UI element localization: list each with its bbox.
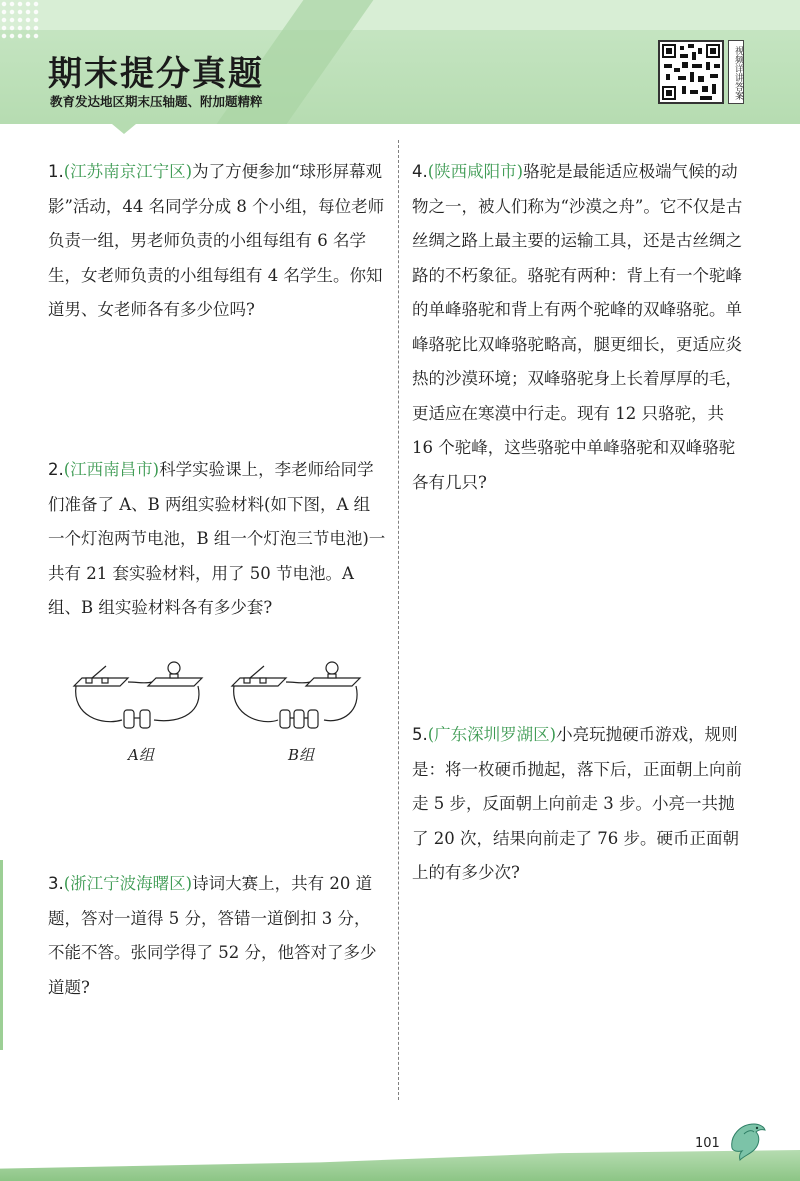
- page-header: [0, 0, 800, 124]
- header-pointer-decor: [112, 124, 136, 134]
- problem-region: (陕西咸阳市): [427, 162, 524, 181]
- problem-4: [412, 155, 750, 500]
- problem-text: 为了方便参加“球形屏幕观影”活动，44 名同学分成 8 个小组，每位老师负责一组，男老师负责的小组每组有 6 名学生，女老师负责的小组每组有 4 名学生。你知道男、女老师各有多少位吗?: [48, 162, 385, 319]
- problem-text: 诗词大赛上，共有 20 道题，答对一道得 5 分，答错一道倒扣 3 分，不能不答。张同学得了 52 分，他答对了多少道题?: [48, 874, 377, 997]
- problem-5: [412, 718, 750, 891]
- figure-label-a: A组: [128, 746, 154, 764]
- qr-code-icon[interactable]: [658, 40, 724, 104]
- page-number: 101: [695, 1136, 720, 1151]
- circuit-figure: [62, 656, 382, 768]
- problem-region: (江西南昌市): [63, 460, 160, 479]
- problem-2: [48, 453, 386, 626]
- problem-1: [48, 155, 386, 328]
- left-edge-decor: [0, 860, 3, 1050]
- problem-number: 4.: [412, 162, 428, 181]
- header-top-band: [0, 0, 800, 30]
- problem-text: 骆驼是最能适应极端气候的动物之一，被人们称为“沙漠之舟”。它不仅是古丝绸之路上最主要的运输工具，还是古丝绸之路的不朽象征。骆驼有两种：背上有一个驼峰的单峰骆驼和背上有两个驼峰的双峰骆驼。单峰骆驼比双峰骆驼略高，腿更细长，更适应炎热的沙漠环境；双峰骆驼身上长着厚厚的毛，更适应在寒漠中行走。现有 12 只骆驼，共 16 个驼峰，这些骆驼中单峰骆驼和双峰骆驼各有几只?: [412, 162, 743, 492]
- problem-number: 2.: [48, 460, 64, 479]
- column-divider: [398, 140, 399, 1100]
- figure-label-b: B组: [288, 746, 315, 764]
- page-subtitle: 教育发达地区期末压轴题、附加题精粹: [50, 94, 263, 109]
- qr-caption: 视频详讲答案: [728, 40, 744, 104]
- problem-3: [48, 867, 386, 1005]
- problem-region: (浙江宁波海曙区): [63, 874, 193, 893]
- problem-text: 小亮玩抛硬币游戏，规则是：将一枚硬币抛起，落下后，正面朝上向前走 5 步，反面朝上向前走 3 步。小亮一共抛了 20 次，结果向前走了 76 步。硬币正面朝上的有多少次?: [412, 725, 742, 882]
- problem-number: 5.: [412, 725, 428, 744]
- problem-number: 1.: [48, 162, 64, 181]
- problem-number: 3.: [48, 874, 64, 893]
- page-footer-band: [0, 1150, 800, 1181]
- dolphin-icon: [724, 1118, 768, 1164]
- page-title: 期末提分真题: [48, 54, 264, 94]
- problem-region: (江苏南京江宁区): [63, 162, 193, 181]
- problem-text: 科学实验课上，李老师给同学们准备了 A、B 两组实验材料(如下图，A 组一个灯泡两节电池，B 组一个灯泡三节电池)一共有 21 套实验材料，用了 50 节电池。A 组、B 组实验材料各有多少套?: [48, 460, 386, 617]
- circuit-diagram: [62, 656, 382, 746]
- dot-pattern-decor: [0, 0, 40, 40]
- problem-region: (广东深圳罗湖区): [427, 725, 557, 744]
